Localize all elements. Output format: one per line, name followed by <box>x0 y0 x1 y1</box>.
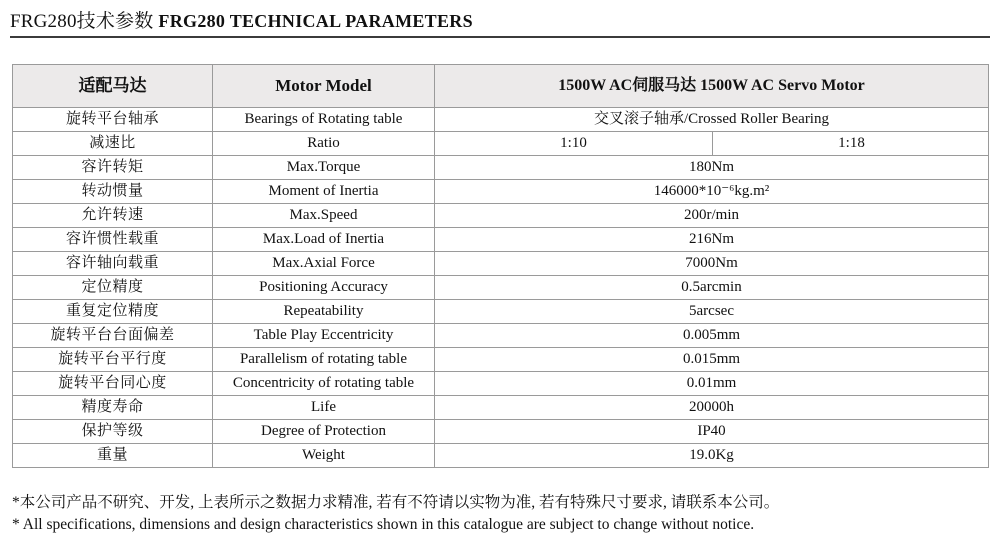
row-label-en: Max.Axial Force <box>213 252 435 276</box>
row-label-en: Concentricity of rotating table <box>213 372 435 396</box>
row-value: 146000*10⁻⁶kg.m² <box>435 180 989 204</box>
row-label-cn: 转动惯量 <box>13 180 213 204</box>
row-value: 5arcsec <box>435 300 989 324</box>
table-row <box>13 300 989 324</box>
table-row <box>13 252 989 276</box>
row-label-cn: 保护等级 <box>13 420 213 444</box>
row-value-ratio-right: 1:18 <box>838 135 865 151</box>
row-label-cn: 重量 <box>13 444 213 468</box>
row-label-en: Bearings of Rotating table <box>213 108 435 132</box>
table-head <box>13 65 989 108</box>
table-row <box>13 420 989 444</box>
row-label-en: Max.Speed <box>213 204 435 228</box>
row-label-cn: 减速比 <box>13 132 213 156</box>
row-label-en: Degree of Protection <box>213 420 435 444</box>
table-row <box>13 204 989 228</box>
row-label-cn: 允许转速 <box>13 204 213 228</box>
row-label-en: Max.Load of Inertia <box>213 228 435 252</box>
row-label-en: Parallelism of rotating table <box>213 348 435 372</box>
row-value: 0.01mm <box>435 372 989 396</box>
table-row <box>13 108 989 132</box>
row-label-cn: 旋转平台平行度 <box>13 348 213 372</box>
row-label-en: Max.Torque <box>213 156 435 180</box>
row-label-cn: 精度寿命 <box>13 396 213 420</box>
row-label-en: Moment of Inertia <box>213 180 435 204</box>
table-header-row <box>13 65 989 108</box>
table-row <box>13 324 989 348</box>
table-row <box>13 396 989 420</box>
specifications-table <box>12 64 989 468</box>
row-label-en: Repeatability <box>213 300 435 324</box>
row-value: IP40 <box>435 420 989 444</box>
table-body <box>13 108 989 468</box>
row-value: 180Nm <box>435 156 989 180</box>
page-title-cn: FRG280技术参数 <box>10 11 154 32</box>
row-label-cn: 旋转平台台面偏差 <box>13 324 213 348</box>
row-value-ratio-left: 1:10 <box>435 132 713 155</box>
header-cell-motor-cn: 适配马达 <box>13 65 213 108</box>
page-title-en: FRG280 TECHNICAL PARAMETERS <box>158 11 473 31</box>
row-value: 19.0Kg <box>435 444 989 468</box>
row-label-en: Weight <box>213 444 435 468</box>
row-value: 7000Nm <box>435 252 989 276</box>
row-label-cn: 容许轴向载重 <box>13 252 213 276</box>
row-label-cn: 容许惯性载重 <box>13 228 213 252</box>
specifications-table-wrapper <box>12 64 988 468</box>
header-cell-motor-value: 1500W AC伺服马达 1500W AC Servo Motor <box>435 65 989 108</box>
row-value: 0.015mm <box>435 348 989 372</box>
row-value: 20000h <box>435 396 989 420</box>
table-row <box>13 372 989 396</box>
row-value: 0.005mm <box>435 324 989 348</box>
table-row <box>13 348 989 372</box>
table-row <box>13 228 989 252</box>
footnotes <box>12 492 988 536</box>
row-label-en: Positioning Accuracy <box>213 276 435 300</box>
table-row <box>13 276 989 300</box>
page-title <box>10 6 990 33</box>
header-cell-motor-model: Motor Model <box>213 65 435 108</box>
table-row <box>13 444 989 468</box>
row-label-cn: 旋转平台轴承 <box>13 108 213 132</box>
footnote-en: * All specifications, dimensions and design characteristics shown in this catalogue are subject to change without notice. <box>12 516 755 533</box>
row-label-en: Table Play Eccentricity <box>213 324 435 348</box>
footnote-cn: *本公司产品不研究、开发, 上表所示之数据力求精准, 若有不符请以实物为准, 若有特殊尺寸要求, 请联系本公司。 <box>12 494 780 511</box>
row-label-cn: 重复定位精度 <box>13 300 213 324</box>
row-label-en: Ratio <box>213 132 435 156</box>
row-label-cn: 旋转平台同心度 <box>13 372 213 396</box>
row-value: 0.5arcmin <box>435 276 989 300</box>
table-row <box>13 132 989 156</box>
row-value: 200r/min <box>435 204 989 228</box>
table-row <box>13 156 989 180</box>
title-divider <box>10 36 990 38</box>
table-row <box>13 180 989 204</box>
row-label-cn: 容许转矩 <box>13 156 213 180</box>
row-label-en: Life <box>213 396 435 420</box>
row-value: 216Nm <box>435 228 989 252</box>
row-value: 交叉滚子轴承/Crossed Roller Bearing <box>435 108 989 132</box>
row-value-split <box>435 132 989 156</box>
row-label-cn: 定位精度 <box>13 276 213 300</box>
